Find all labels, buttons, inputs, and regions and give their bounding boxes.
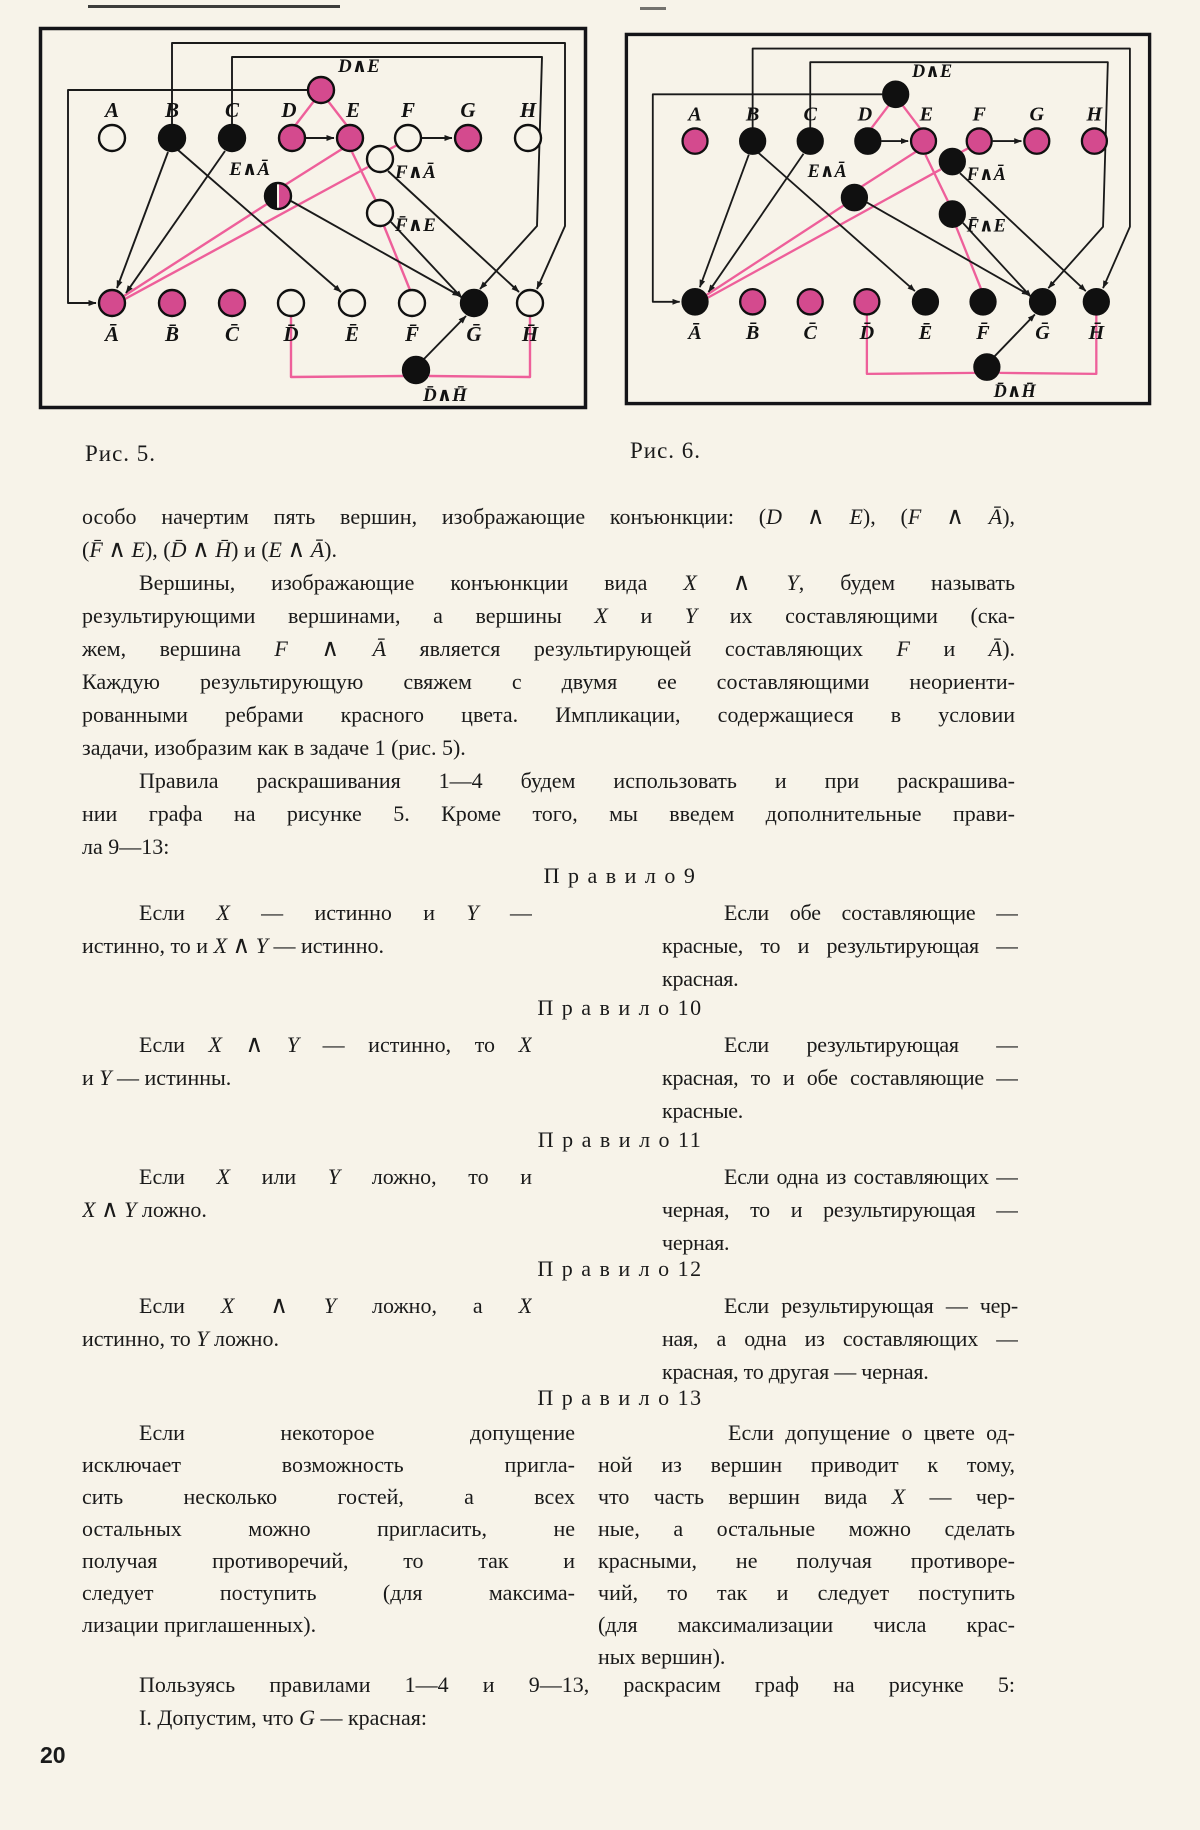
paragraph-rules-intro	[82, 764, 1015, 863]
text-line: Если X — истинно и Y —	[139, 900, 532, 925]
implication-arrow	[117, 152, 168, 288]
text-line: красная.	[662, 966, 739, 991]
wedge-symbol: ∧	[245, 1031, 264, 1058]
graph-node-C	[798, 104, 823, 154]
scan-artifact	[88, 5, 340, 8]
conjunction-edge	[708, 169, 941, 298]
text-line: Пользуясь правилами 1—4 и 9—13, раскрасим граф на рисунке 5:	[139, 1672, 1015, 1697]
node-label-DH: D̄∧H̄	[993, 381, 1036, 402]
node-label-A: A	[688, 103, 702, 126]
graph-node-DE	[308, 56, 380, 103]
node-label-FE: F̄∧E	[395, 215, 436, 236]
node-label-G: G	[460, 98, 476, 122]
text-line: Если X ∧ Y ложно, а X	[139, 1292, 532, 1319]
text-line: Вершины, изображающие конъюнкции вида X ∧ Y, будем называть	[139, 569, 1015, 596]
node-label-B: B	[164, 98, 180, 122]
node-label-A: A	[104, 98, 120, 122]
node-label-Fb: F̄	[404, 322, 420, 346]
text-line: получая противоречий, то так и	[82, 1548, 575, 1573]
scan-artifact	[640, 7, 666, 10]
node-label-Cb: C̄	[803, 321, 817, 344]
node-label-D: D	[857, 103, 873, 126]
graph-svg	[624, 32, 1152, 406]
text-line: черная.	[662, 1230, 730, 1255]
wedge-symbol: ∧	[192, 536, 210, 563]
node-label-Gb: Ḡ	[1035, 321, 1050, 344]
graph-node-F	[395, 98, 421, 151]
conjunction-edge	[124, 204, 267, 296]
node-label-FE: F̄∧E	[966, 215, 1006, 236]
paragraph-resulting-vertices	[82, 566, 1015, 764]
graph-node-C	[219, 98, 245, 151]
text-line: Если X ∧ Y — истинно, то X	[139, 1031, 532, 1058]
text-line: задачи, изобразим как в задаче 1 (рис. 5).	[82, 735, 466, 760]
wedge-symbol: ∧	[806, 503, 825, 530]
graph-node-Cb	[798, 289, 823, 344]
text-line: результирующими вершинами, а вершины X и Y их составляющими (ска-	[82, 603, 1015, 628]
node-label-Fb: F̄	[976, 321, 990, 344]
node-label-DE: D∧E	[338, 56, 380, 77]
text-line: Если обе составляющие —	[724, 900, 1018, 925]
graph-node-G	[455, 98, 481, 151]
text-line: что часть вершин вида X — чер-	[598, 1484, 1015, 1509]
graph-node-Ab	[683, 289, 708, 344]
node-label-Bb: B̄	[164, 322, 180, 346]
rule-13-right	[598, 1417, 1015, 1673]
graph-node-H	[1082, 104, 1107, 154]
node-label-Eb: Ē	[344, 322, 360, 346]
graph-node-E	[337, 98, 363, 151]
text-line: (F̄ ∧ E), (D̄ ∧ H̄) и (E ∧ Ā).	[82, 536, 337, 563]
text-line: исключает возможность пригла-	[82, 1452, 575, 1477]
text-line: остальных можно пригласить, не	[82, 1516, 575, 1541]
wedge-symbol: ∧	[100, 1196, 119, 1223]
node-label-F: F	[400, 98, 416, 122]
rule-10-header: П р а в и л о 10	[537, 995, 703, 1020]
text-line: ной из вершин приводит к тому,	[598, 1452, 1015, 1477]
text-line: особо начертим пять вершин, изображающие конъюнкции: (D ∧ E), (F ∧ Ā),	[82, 503, 1015, 530]
text-line: I. Допустим, что G — красная:	[139, 1705, 427, 1730]
text-line: красная, то и обе составляющие —	[662, 1065, 1018, 1090]
text-line: ла 9—13:	[82, 834, 170, 859]
text-line: лизации приглашенных).	[82, 1612, 317, 1637]
node-label-H: H	[1086, 103, 1103, 126]
graph-node-A	[99, 98, 125, 151]
conjunction-edge	[870, 105, 889, 130]
rule-11-header: П р а в и л о 11	[537, 1127, 703, 1152]
node-label-Hb: H̄	[521, 322, 539, 346]
graph-node-Ab	[99, 290, 125, 346]
paragraph-closing	[82, 1668, 1015, 1734]
text-line: следует поступить (для максима-	[82, 1580, 575, 1605]
text-line: красными, не получая противоре-	[598, 1548, 1015, 1573]
wedge-symbol: ∧	[108, 536, 126, 563]
conjunction-edge	[861, 152, 916, 187]
node-label-C: C	[224, 98, 240, 122]
graph-node-Bb	[159, 290, 185, 346]
conjunction-edge	[902, 105, 921, 130]
graph-node-D	[279, 98, 305, 151]
text-line: (для максимализации числа крас-	[598, 1612, 1015, 1637]
graph-svg	[38, 26, 588, 410]
figure-6-graph	[624, 32, 1152, 406]
figure-5-graph	[38, 26, 588, 410]
page-number: 20	[40, 1742, 66, 1768]
rule-12-left	[82, 1289, 532, 1355]
node-label-DH: D̄∧H̄	[423, 385, 467, 406]
text-line: красная, то другая — черная.	[662, 1359, 929, 1384]
node-label-DE: D∧E	[912, 60, 953, 81]
paragraph-conjunctions	[82, 500, 1015, 566]
node-label-FA: F∧Ā	[395, 162, 436, 183]
node-label-Bb: B̄	[745, 321, 760, 344]
text-line: Если допущение о цвете од-	[728, 1420, 1015, 1445]
graph-node-Eb	[339, 290, 365, 346]
node-label-Db: D̄	[283, 322, 299, 346]
text-line: Каждую результирующую свяжем с двумя ее составляющими неориенти-	[82, 669, 1015, 694]
implication-arrow	[423, 316, 466, 360]
figure-5-caption: Рис. 5.	[85, 441, 157, 466]
graph-node-E	[911, 104, 936, 154]
text-line: красные.	[662, 1098, 744, 1123]
conjunction-edge	[707, 205, 844, 295]
conjunction-edge	[956, 227, 981, 289]
rule-11-left	[82, 1160, 532, 1226]
node-label-FA: F∧Ā	[966, 163, 1006, 185]
text-line: Если результирующая —	[724, 1032, 1018, 1057]
text-line: Правила раскрашивания 1—4 будем использовать и при раскрашива-	[139, 768, 1015, 793]
rule-9-left	[82, 896, 532, 962]
text-line: красные, то и результирующая —	[662, 933, 1018, 958]
conjunction-edge	[125, 167, 368, 299]
graph-node-Fb	[971, 289, 996, 344]
graph-node-A	[683, 104, 708, 154]
wedge-symbol: ∧	[232, 932, 251, 959]
node-label-E: E	[345, 98, 361, 122]
node-label-EA: E∧Ā	[229, 159, 270, 180]
graph-node-F	[967, 104, 992, 154]
rule-10-right	[662, 1028, 1018, 1127]
node-label-Ab: Ā	[688, 321, 702, 344]
rule-13-left	[82, 1417, 575, 1641]
text-line: истинно, то Y ложно.	[82, 1326, 279, 1351]
node-label-Gb: Ḡ	[466, 322, 482, 346]
graph-node-Bb	[740, 289, 765, 344]
text-line: сить несколько гостей, а всех	[82, 1484, 575, 1509]
text-line: Если некоторое допущение	[139, 1420, 575, 1445]
wedge-symbol: ∧	[321, 635, 340, 662]
graph-node-G	[1024, 104, 1049, 154]
node-label-Eb: Ē	[918, 321, 933, 344]
rule-9-right	[662, 896, 1018, 995]
graph-node-D	[855, 104, 880, 154]
node-label-Ab: Ā	[104, 322, 120, 346]
node-label-E: E	[919, 103, 934, 126]
graph-node-Cb	[219, 290, 245, 346]
node-label-Db: D̄	[859, 321, 875, 344]
graph-node-FA	[367, 146, 436, 183]
node-label-F: F	[972, 103, 986, 126]
wedge-symbol: ∧	[270, 1292, 288, 1319]
text-line: черная, то и результирующая —	[662, 1197, 1018, 1222]
text-line: жем, вершина F ∧ Ā является результирующей составляющих F и Ā).	[82, 635, 1015, 662]
rule-9-header: П р а в и л о 9	[543, 863, 697, 888]
conjunction-edge	[285, 149, 342, 185]
text-line: ная, а одна из составляющих —	[662, 1326, 1018, 1351]
text-line: Если X или Y ложно, то и	[139, 1164, 532, 1189]
text-line: рованными ребрами красного цвета. Импликации, содержащиеся в условии	[82, 702, 1015, 727]
node-label-EA: E∧Ā	[807, 161, 847, 182]
rule-12-header: П р а в и л о 12	[537, 1256, 703, 1281]
wedge-symbol: ∧	[287, 536, 306, 563]
text-line: чий, то так и следует поступить	[598, 1580, 1015, 1605]
node-label-Cb: C̄	[224, 322, 240, 346]
graph-node-B	[740, 104, 765, 154]
node-label-B: B	[745, 103, 760, 126]
node-label-G: G	[1029, 103, 1045, 126]
text-line: ных вершин).	[598, 1644, 726, 1669]
node-label-Hb: H̄	[1088, 321, 1105, 344]
implication-arrow	[700, 155, 749, 287]
rule-10-left	[82, 1028, 532, 1094]
graph-node-H	[515, 98, 541, 151]
text-line: Если одна из составляющих —	[724, 1164, 1018, 1189]
figure-6-caption: Рис. 6.	[630, 438, 702, 463]
node-label-C: C	[803, 103, 817, 126]
wedge-symbol: ∧	[732, 569, 751, 596]
text-line: X ∧ Y ложно.	[82, 1196, 207, 1223]
text-line: ные, а остальные можно сделать	[598, 1516, 1015, 1541]
graph-node-Fb	[399, 290, 425, 346]
node-label-D: D	[281, 98, 297, 122]
text-line: и Y — истинны.	[82, 1065, 232, 1090]
text-line: истинно, то и X ∧ Y — истинно.	[82, 932, 384, 959]
conjunction-edge	[294, 101, 314, 127]
graph-node-Eb	[913, 289, 938, 344]
implication-arrow	[994, 314, 1035, 357]
text-line: нии графа на рисунке 5. Кроме того, мы введем дополнительные прави-	[82, 801, 1015, 826]
graph-node-DH	[974, 354, 1036, 401]
rule-13-header: П р а в и л о 13	[537, 1385, 703, 1410]
rule-12-right	[662, 1289, 1018, 1388]
graph-node-FA	[940, 149, 1006, 184]
node-label-H: H	[519, 98, 537, 122]
graph-node-B	[159, 98, 185, 151]
rule-11-right	[662, 1160, 1018, 1259]
graph-node-DH	[403, 357, 468, 406]
graph-node-DE	[883, 61, 952, 107]
wedge-symbol: ∧	[946, 503, 964, 530]
text-line: Если результирующая — чер-	[724, 1293, 1018, 1318]
